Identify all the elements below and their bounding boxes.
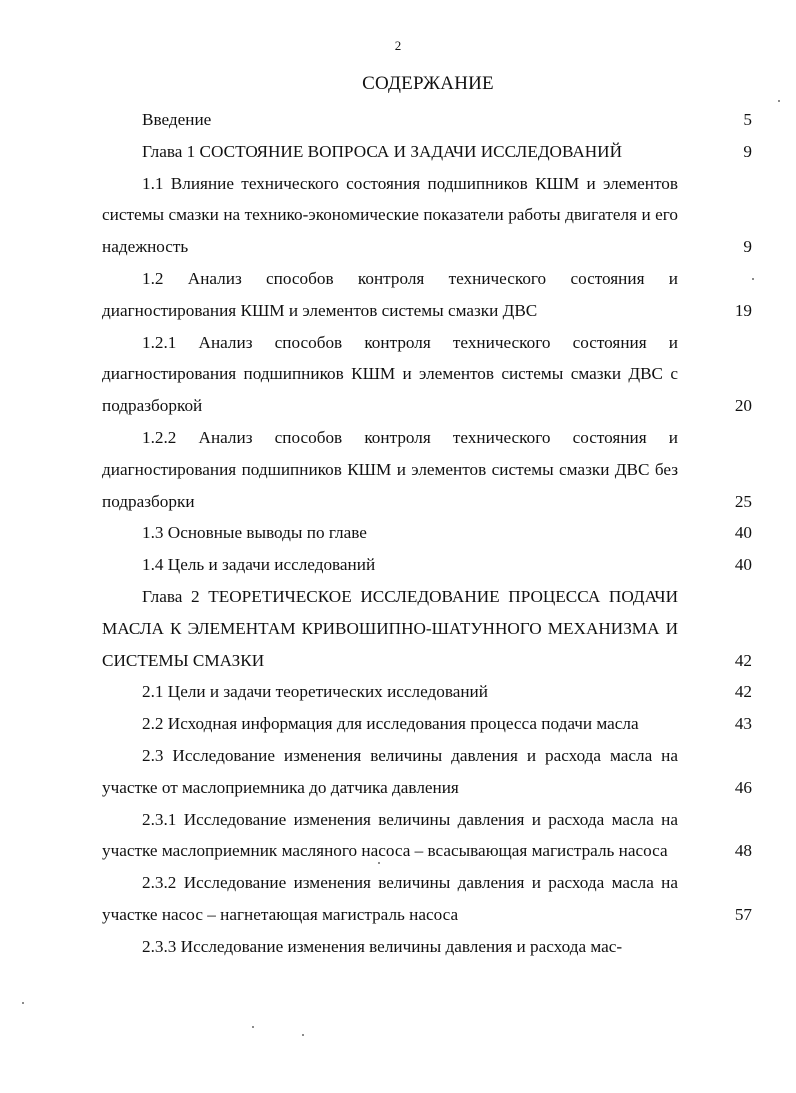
toc-entry-page: 57 (734, 904, 752, 924)
toc-entry-page: 19 (734, 300, 752, 320)
toc-entry[interactable] (102, 263, 752, 327)
toc-entry[interactable] (102, 422, 752, 517)
toc-entry-page: 5 (743, 110, 752, 129)
toc-entry-text: Глава 2 ТЕОРЕТИЧЕСКОЕ ИССЛЕДОВАНИЕ ПРОЦЕССА ПОДАЧИ МАСЛА К ЭЛЕМЕНТАМ КРИВОШИПНО-ШАТУННОГО МЕХАНИЗМА И СИСТЕМЫ СМАЗКИ (102, 586, 678, 670)
toc-entry-text: 2.3 Исследование изменения величины давления и расхода масла на участке от маслоприемника до датчика давления (102, 745, 678, 797)
page-number: 2 (394, 38, 402, 53)
toc-entry[interactable] (102, 804, 752, 868)
toc-entry[interactable] (102, 740, 752, 804)
scan-speck (778, 100, 780, 102)
toc-entry-page: 42 (734, 650, 752, 670)
toc-entry-page: 25 (734, 491, 752, 511)
toc-entry-page: 40 (734, 523, 752, 543)
toc-title: СОДЕРЖАНИЕ (362, 73, 494, 94)
toc-entry-page: 9 (743, 237, 752, 257)
toc-entry-text: 2.1 Цели и задачи теоретических исследований (142, 682, 488, 702)
toc-entry-page: 20 (734, 396, 752, 416)
toc-entry[interactable] (102, 676, 752, 708)
table-of-contents (102, 104, 752, 963)
toc-entry[interactable] (102, 931, 752, 963)
toc-entry-text: 1.2 Анализ способов контроля технического состояния и диагностирования КШМ и элементов системы смазки ДВС (102, 268, 678, 320)
toc-entry-text: Введение (142, 110, 212, 129)
toc-entry-page: 9 (743, 141, 752, 161)
scan-speck (302, 1034, 304, 1036)
scan-speck (22, 1002, 24, 1004)
toc-entry-text: 1.4 Цель и задачи исследований (142, 555, 376, 575)
toc-entry-text: 2.2 Исходная информация для исследования процесса подачи масла (142, 714, 639, 734)
toc-entry-text: 2.3.3 Исследование изменения величины давления и расхода мас- (142, 936, 623, 956)
scan-speck (252, 1026, 254, 1028)
toc-entry-page: 42 (734, 682, 752, 702)
toc-entry-text: Глава 1 СОСТОЯНИЕ ВОПРОСА И ЗАДАЧИ ИССЛЕДОВАНИЙ (142, 141, 623, 161)
toc-entry-text: 1.1 Влияние технического состояния подшипников КШМ и элементов системы смазки на технико-экономические показатели работы двигателя и его надежность (102, 173, 678, 257)
toc-entry[interactable] (102, 549, 752, 581)
toc-entry-page: 40 (734, 555, 752, 575)
toc-entry[interactable] (102, 327, 752, 422)
toc-entry-text: 1.2.2 Анализ способов контроля технического состояния и диагностирования подшипников КШМ и элементов системы смазки ДВС без подразборки (102, 427, 678, 511)
toc-entry[interactable] (102, 136, 752, 168)
toc-entry-page: 46 (734, 777, 752, 797)
toc-entry[interactable] (102, 104, 752, 136)
scan-speck (752, 278, 754, 280)
toc-entry-page: 43 (734, 714, 752, 734)
toc-entry-text: 1.2.1 Анализ способов контроля технического состояния и диагностирования подшипников КШМ и элементов системы смазки ДВС с подразборкой (102, 332, 678, 416)
toc-entry[interactable] (102, 517, 752, 549)
scan-speck (378, 862, 380, 864)
toc-entry-page: 48 (734, 841, 752, 861)
toc-entry[interactable] (102, 168, 752, 263)
toc-entry[interactable] (102, 708, 752, 740)
toc-entry-text: 2.3.1 Исследование изменения величины давления и расхода масла на участке маслоприемник масляного насоса – всасывающая магистраль насоса (102, 809, 678, 861)
toc-entry-text: 2.3.2 Исследование изменения величины давления и расхода масла на участке насос – нагнетающая магистраль насоса (102, 873, 678, 924)
toc-entry-text: 1.3 Основные выводы по главе (142, 523, 367, 543)
toc-entry[interactable] (102, 581, 752, 676)
toc-entry[interactable] (102, 867, 752, 931)
